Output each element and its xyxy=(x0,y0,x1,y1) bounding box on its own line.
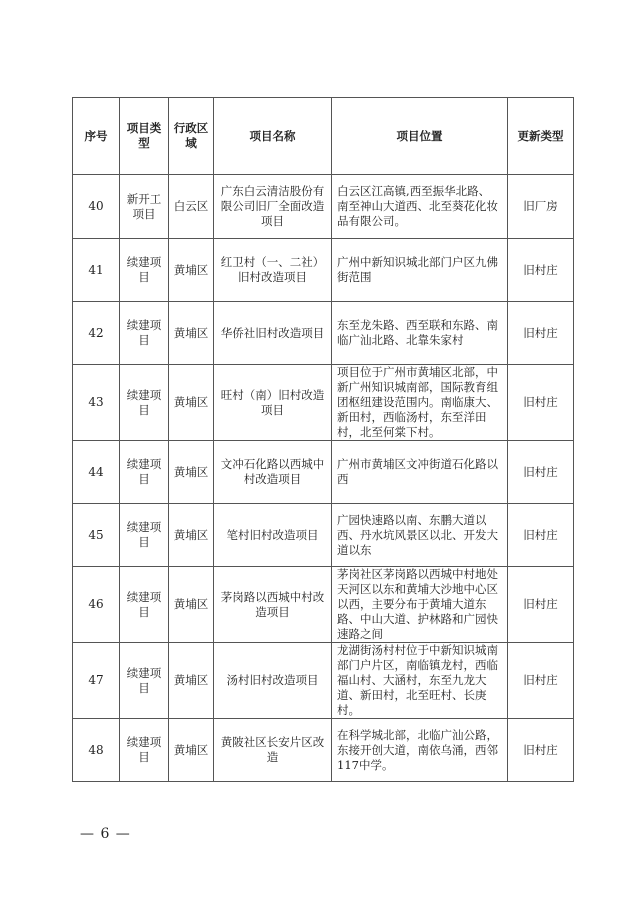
cell-update-type: 旧村庄 xyxy=(508,441,574,504)
cell-project-type: 续建项目 xyxy=(120,643,169,719)
cell-project-location: 茅岗社区茅岗路以西城中村地处天河区以东和黄埔大沙地中心区以西，主要分布于黄埔大道东路、中山大道、护林路和广园快速路之间 xyxy=(332,567,508,643)
cell-seq: 42 xyxy=(73,302,120,365)
cell-district: 黄埔区 xyxy=(169,643,214,719)
cell-project-location: 在科学城北部，北临广汕公路，东接开创大道，南依乌涌，西邻117中学。 xyxy=(332,719,508,782)
cell-project-name: 红卫村（一、二社）旧村改造项目 xyxy=(214,239,332,302)
cell-update-type: 旧村庄 xyxy=(508,719,574,782)
cell-project-location: 白云区江高镇,西至振华北路、南至神山大道西、北至葵花化妆品有限公司。 xyxy=(332,175,508,239)
cell-seq: 40 xyxy=(73,175,120,239)
cell-project-type: 续建项目 xyxy=(120,239,169,302)
table-row xyxy=(73,441,574,504)
cell-project-type: 续建项目 xyxy=(120,302,169,365)
cell-project-name: 华侨社旧村改造项目 xyxy=(214,302,332,365)
cell-update-type: 旧村庄 xyxy=(508,643,574,719)
table-header-row xyxy=(73,98,574,175)
header-update-type: 更新类型 xyxy=(508,98,574,175)
cell-project-type: 续建项目 xyxy=(120,441,169,504)
cell-project-location: 广园快速路以南、东鹏大道以西、丹水坑风景区以北、开发大道以东 xyxy=(332,504,508,567)
cell-seq: 45 xyxy=(73,504,120,567)
cell-district: 黄埔区 xyxy=(169,567,214,643)
cell-project-type: 新开工项目 xyxy=(120,175,169,239)
cell-project-name: 汤村旧村改造项目 xyxy=(214,643,332,719)
header-project-name: 项目名称 xyxy=(214,98,332,175)
cell-district: 黄埔区 xyxy=(169,719,214,782)
cell-seq: 46 xyxy=(73,567,120,643)
cell-seq: 41 xyxy=(73,239,120,302)
cell-project-name: 旺村（南）旧村改造项目 xyxy=(214,365,332,441)
table-row xyxy=(73,302,574,365)
cell-project-type: 续建项目 xyxy=(120,365,169,441)
cell-update-type: 旧村庄 xyxy=(508,302,574,365)
cell-project-name: 文冲石化路以西城中村改造项目 xyxy=(214,441,332,504)
cell-seq: 47 xyxy=(73,643,120,719)
project-table xyxy=(72,97,574,782)
cell-district: 黄埔区 xyxy=(169,365,214,441)
header-seq: 序号 xyxy=(73,98,120,175)
table-row xyxy=(73,365,574,441)
page-number: — 6 — xyxy=(80,826,131,842)
cell-project-name: 茅岗路以西城中村改造项目 xyxy=(214,567,332,643)
cell-update-type: 旧村庄 xyxy=(508,365,574,441)
cell-project-location: 龙湖街汤村村位于中新知识城南部门户片区，南临镇龙村，西临福山村、大涵村，东至九龙大道、新田村，北至旺村、长庚村。 xyxy=(332,643,508,719)
table-row xyxy=(73,643,574,719)
table-row xyxy=(73,175,574,239)
cell-project-name: 广东白云清洁股份有限公司旧厂全面改造项目 xyxy=(214,175,332,239)
cell-district: 黄埔区 xyxy=(169,239,214,302)
header-project-location: 项目位置 xyxy=(332,98,508,175)
cell-update-type: 旧厂房 xyxy=(508,175,574,239)
cell-project-type: 续建项目 xyxy=(120,719,169,782)
cell-update-type: 旧村庄 xyxy=(508,504,574,567)
cell-project-location: 东至龙朱路、西至联和东路、南临广汕北路、北靠朱家村 xyxy=(332,302,508,365)
table-row xyxy=(73,239,574,302)
cell-project-location: 广州中新知识城北部门户区九佛街范围 xyxy=(332,239,508,302)
table-row xyxy=(73,567,574,643)
cell-project-location: 广州市黄埔区文冲街道石化路以西 xyxy=(332,441,508,504)
cell-district: 黄埔区 xyxy=(169,441,214,504)
cell-district: 黄埔区 xyxy=(169,504,214,567)
cell-seq: 44 xyxy=(73,441,120,504)
cell-project-location: 项目位于广州市黄埔区北部，中新广州知识城南部，国际教育组团枢纽建设范围内。南临康大、新田村，西临汤村，东至洋田村，北至何棠下村。 xyxy=(332,365,508,441)
cell-district: 黄埔区 xyxy=(169,302,214,365)
cell-project-type: 续建项目 xyxy=(120,504,169,567)
cell-seq: 43 xyxy=(73,365,120,441)
header-district: 行政区域 xyxy=(169,98,214,175)
cell-project-name: 笔村旧村改造项目 xyxy=(214,504,332,567)
cell-project-type: 续建项目 xyxy=(120,567,169,643)
cell-update-type: 旧村庄 xyxy=(508,239,574,302)
header-project-type: 项目类型 xyxy=(120,98,169,175)
cell-seq: 48 xyxy=(73,719,120,782)
cell-update-type: 旧村庄 xyxy=(508,567,574,643)
cell-project-name: 黄陂社区长安片区改造 xyxy=(214,719,332,782)
table-row xyxy=(73,719,574,782)
cell-district: 白云区 xyxy=(169,175,214,239)
table-row xyxy=(73,504,574,567)
